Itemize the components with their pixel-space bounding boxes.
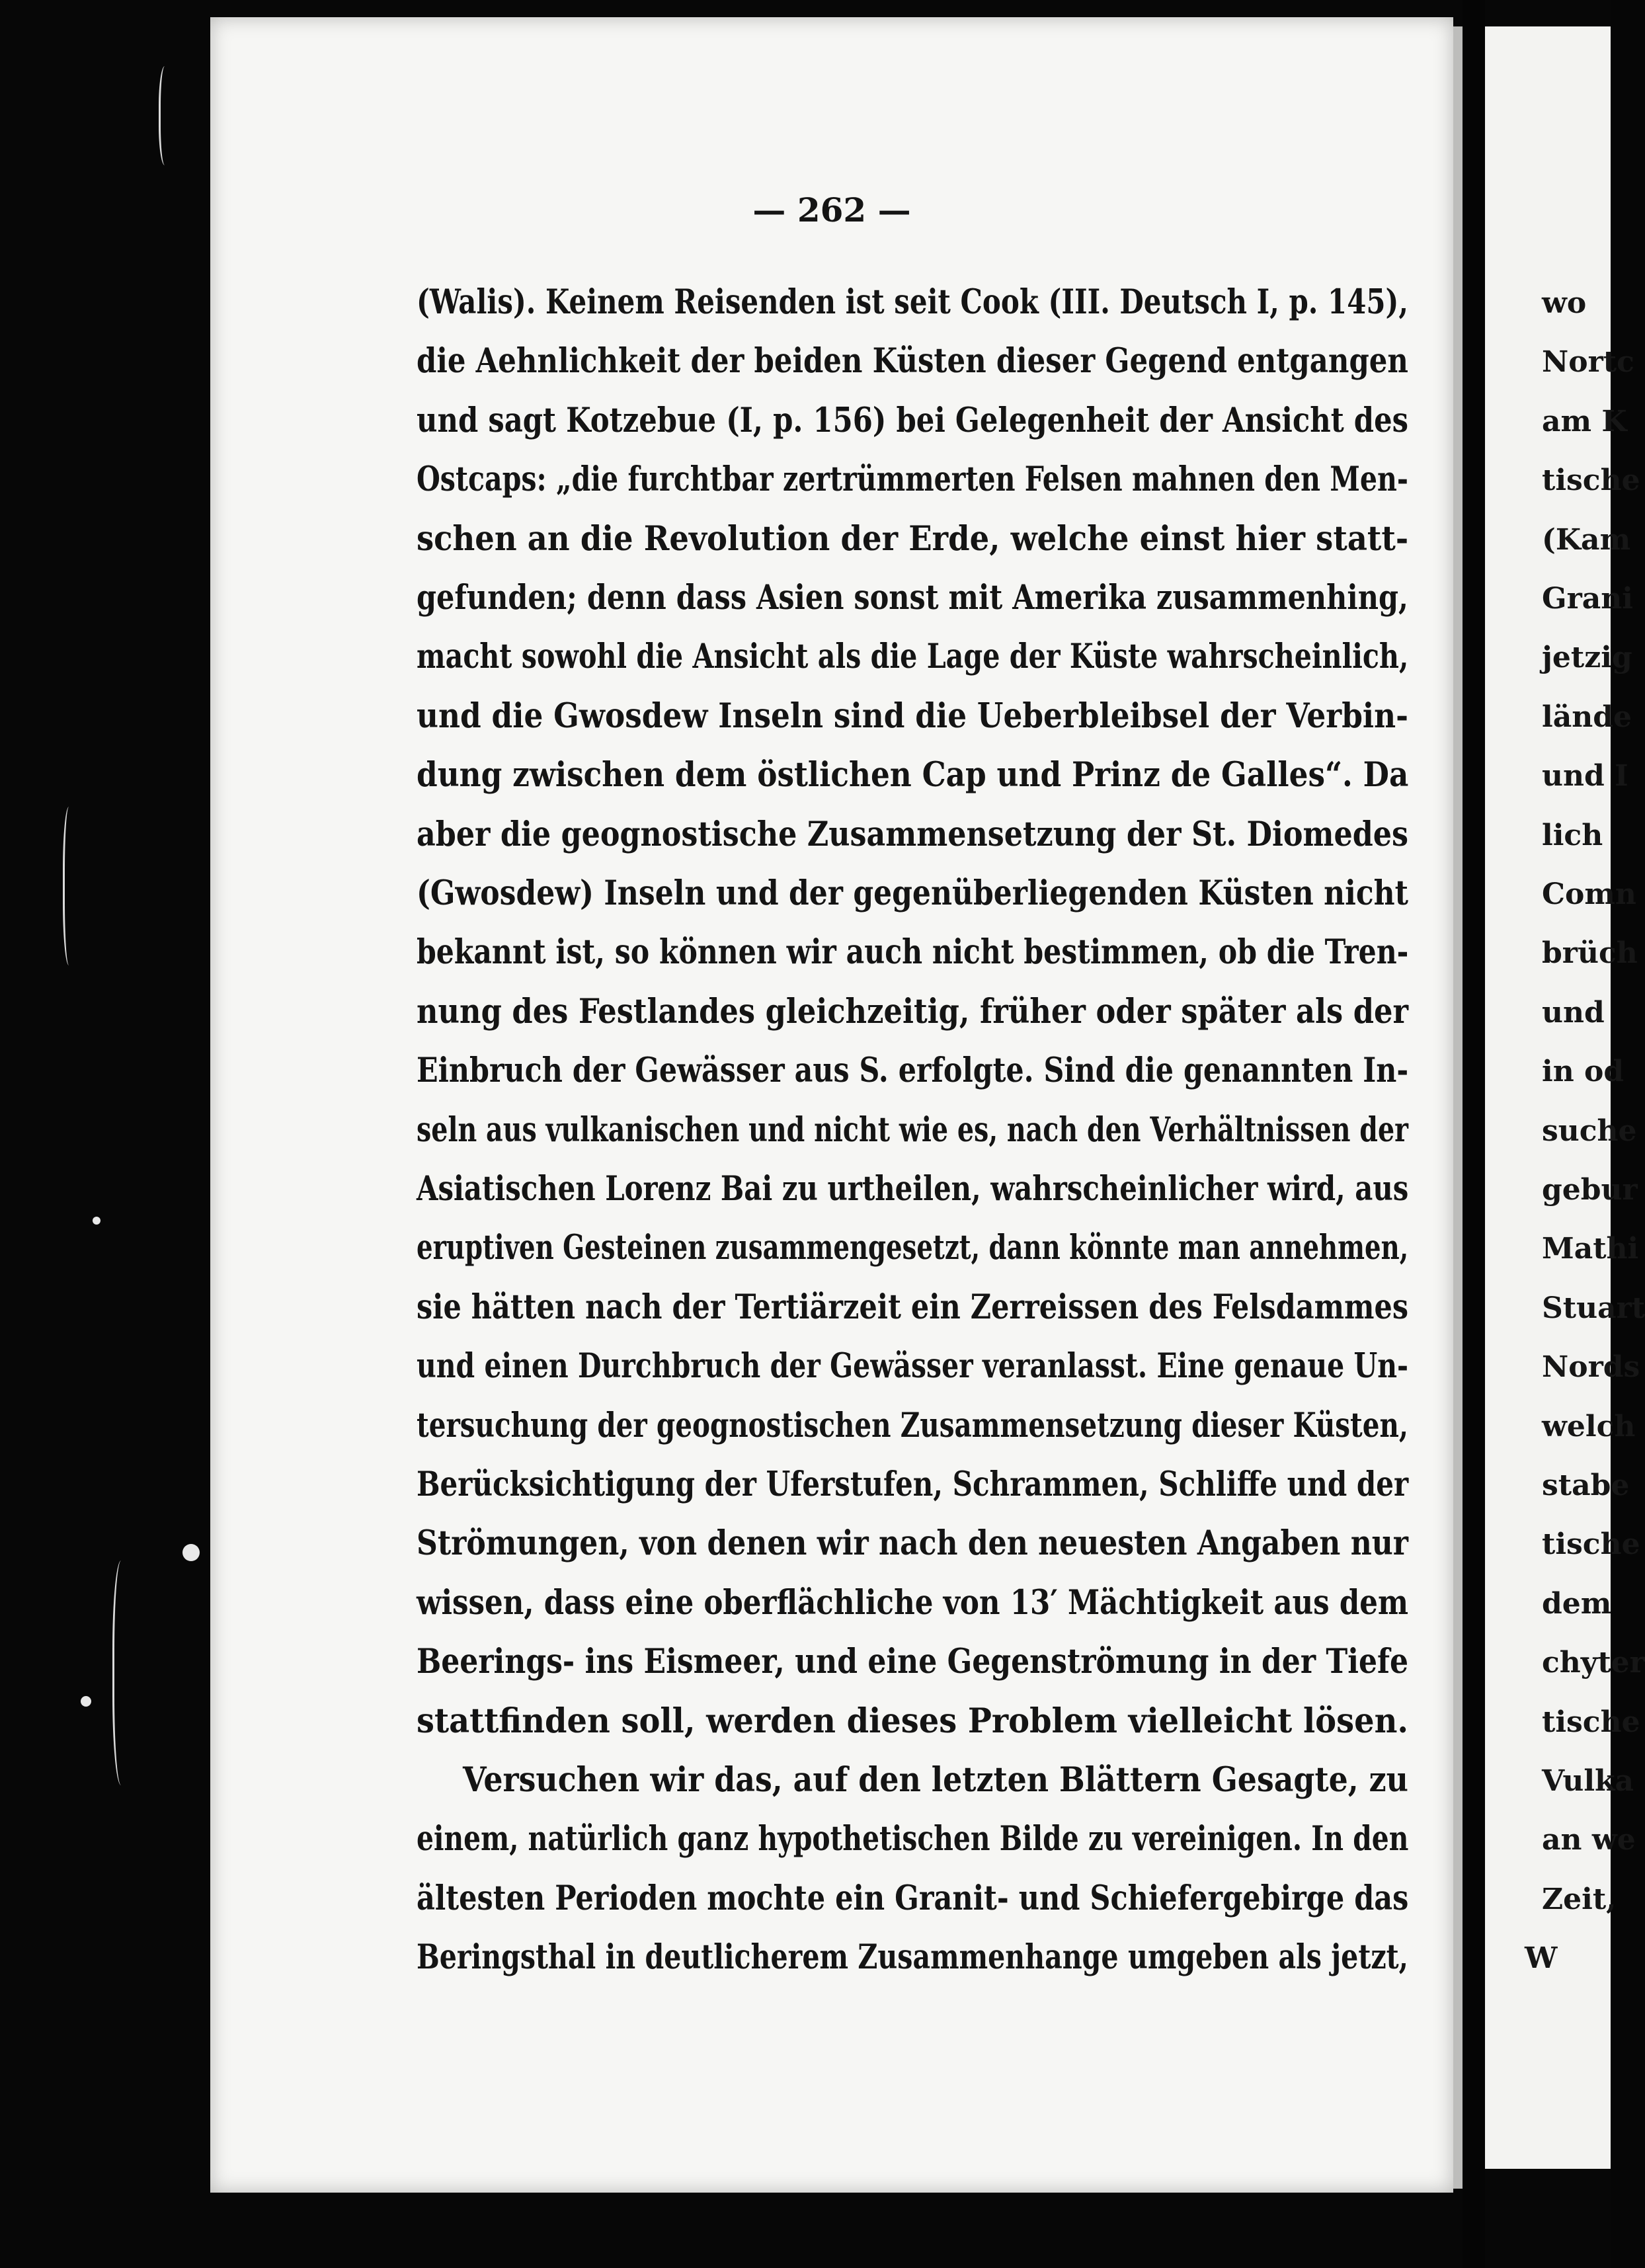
adjacent-page-text-line: und: [1542, 995, 1605, 1030]
adjacent-page: [1485, 26, 1645, 2169]
text-line: Ostcaps: „die furchtbar zertrümmerten Felsen mahnen den Men-: [417, 460, 1408, 500]
text-line: macht sowohl die Ansicht als die Lage der Küste wahrscheinlich,: [417, 637, 1409, 677]
text-line: bekannt ist, so können wir auch nicht bestimmen, ob die Tren-: [417, 932, 1409, 973]
adjacent-page-text-line: gebur: [1542, 1173, 1638, 1207]
page-edge: [1453, 26, 1463, 2189]
adjacent-page-text-line: (Kam: [1542, 522, 1631, 557]
text-line: ältesten Perioden mochte ein Granit- und Schiefergebirge das: [417, 1878, 1409, 1918]
adjacent-page-text-line: lich: [1542, 818, 1603, 852]
text-line: sie hätten nach der Tertiärzeit ein Zerreissen des Felsdammes: [417, 1287, 1408, 1327]
text-line: Beerings- ins Eismeer, und eine Gegenströmung in der Tiefe: [417, 1642, 1408, 1682]
adjacent-page-text-line: W: [1525, 1941, 1558, 1976]
page-number: — 262 —: [752, 190, 911, 229]
adjacent-page-text-line: wo: [1542, 286, 1587, 320]
text-line: (Gwosdew) Inseln und der gegenüberliegenden Küsten nicht: [417, 873, 1408, 913]
adjacent-page-text-line: brüch: [1542, 936, 1638, 971]
adjacent-page-text-line: Zeit,: [1542, 1882, 1617, 1916]
text-line: Strömungen, von denen wir nach den neuesten Angaben nur: [417, 1523, 1408, 1564]
text-line: eruptiven Gesteinen zusammengesetzt, dann könnte man annehmen,: [417, 1228, 1409, 1268]
film-scratch: [112, 1560, 134, 1785]
text-line: Berücksichtigung der Uferstufen, Schrammen, Schliffe und der: [417, 1465, 1409, 1504]
dust-speck: [182, 1544, 200, 1561]
text-line: Einbruch der Gewässer aus S. erfolgte. Sind die genannten In-: [417, 1051, 1409, 1091]
film-scratch: [63, 807, 78, 965]
text-line: und die Gwosdew Inseln sind die Ueberbleibsel der Verbin-: [417, 696, 1408, 736]
text-line: seln aus vulkanischen und nicht wie es, nach den Verhältnissen der: [417, 1110, 1408, 1150]
text-line: Versuchen wir das, auf den letzten Blättern Gesagte, zu: [463, 1760, 1408, 1800]
adjacent-page-text-line: Grani: [1542, 582, 1633, 616]
adjacent-page-text-line: und I: [1542, 759, 1628, 793]
text-line: schen an die Revolution der Erde, welche einst hier statt-: [417, 518, 1409, 559]
adjacent-page-text-line: am K: [1542, 404, 1627, 438]
adjacent-page-text-line: Mathi: [1542, 1232, 1639, 1266]
adjacent-page-text-line: an we: [1542, 1823, 1636, 1857]
adjacent-page-text-line: in od: [1542, 1055, 1625, 1089]
adjacent-page-text-line: lände: [1542, 700, 1632, 734]
adjacent-page-text-line: stabe: [1542, 1469, 1630, 1502]
adjacent-page-text-line: tische: [1542, 1705, 1640, 1739]
dust-speck: [81, 1696, 91, 1707]
adjacent-page-text-line: chyter: [1542, 1646, 1645, 1680]
text-line: Asiatischen Lorenz Bai zu urtheilen, wahrscheinlicher wird, aus: [417, 1169, 1409, 1209]
adjacent-page-text-line: jetzig: [1542, 641, 1632, 675]
adjacent-page-text-line: welch: [1542, 1409, 1636, 1443]
adjacent-page-text-line: Nortc: [1542, 345, 1634, 380]
text-line: gefunden; denn dass Asien sonst mit Amerika zusammenhing,: [417, 578, 1408, 618]
adjacent-page-text-line: Stuart: [1542, 1291, 1645, 1325]
text-line: stattfinden soll, werden dieses Problem vielleicht lösen.: [417, 1701, 1409, 1741]
dust-speck: [93, 1217, 100, 1225]
text-line: einem, natürlich ganz hypothetischen Bilde zu vereinigen. In den: [417, 1819, 1409, 1859]
text-line: und einen Durchbruch der Gewässer veranlasst. Eine genaue Un-: [417, 1346, 1408, 1387]
text-line: (Walis). Keinem Reisenden ist seit Cook (III. Deutsch I, p. 145),: [417, 282, 1408, 322]
adjacent-page-text-line: Nords: [1542, 1350, 1640, 1385]
adjacent-page-text-line: tische: [1542, 1527, 1640, 1562]
book-page: [210, 17, 1453, 2193]
text-line: und sagt Kotzebue (I, p. 156) bei Gelegenheit der Ansicht des: [417, 400, 1408, 440]
text-line: aber die geognostische Zusammensetzung der St. Diomedes: [417, 814, 1408, 854]
adjacent-page-text-line: dem: [1542, 1586, 1612, 1621]
text-line: dung zwischen dem östlichen Cap und Prinz de Galles“. Da: [417, 755, 1409, 795]
text-line: wissen, dass eine oberflächliche von 13′ Mächtigkeit aus dem: [417, 1582, 1409, 1623]
book-gutter: [1463, 0, 1485, 2268]
text-line: die Aehnlichkeit der beiden Küsten dieser Gegend entgangen: [417, 341, 1408, 382]
adjacent-page-text-line: suche: [1542, 1114, 1637, 1148]
text-line: Beringsthal in deutlicherem Zusammenhange umgeben als jetzt,: [417, 1937, 1408, 1978]
adjacent-page-text-line: Comn: [1542, 877, 1636, 911]
text-line: nung des Festlandes gleichzeitig, früher oder später als der: [417, 991, 1409, 1032]
adjacent-page-text-line: tische: [1542, 464, 1640, 498]
text-line: tersuchung der geognostischen Zusammensetzung dieser Küsten,: [417, 1405, 1408, 1445]
film-scratch: [159, 66, 174, 165]
adjacent-page-text-line: Vulka: [1542, 1764, 1634, 1798]
